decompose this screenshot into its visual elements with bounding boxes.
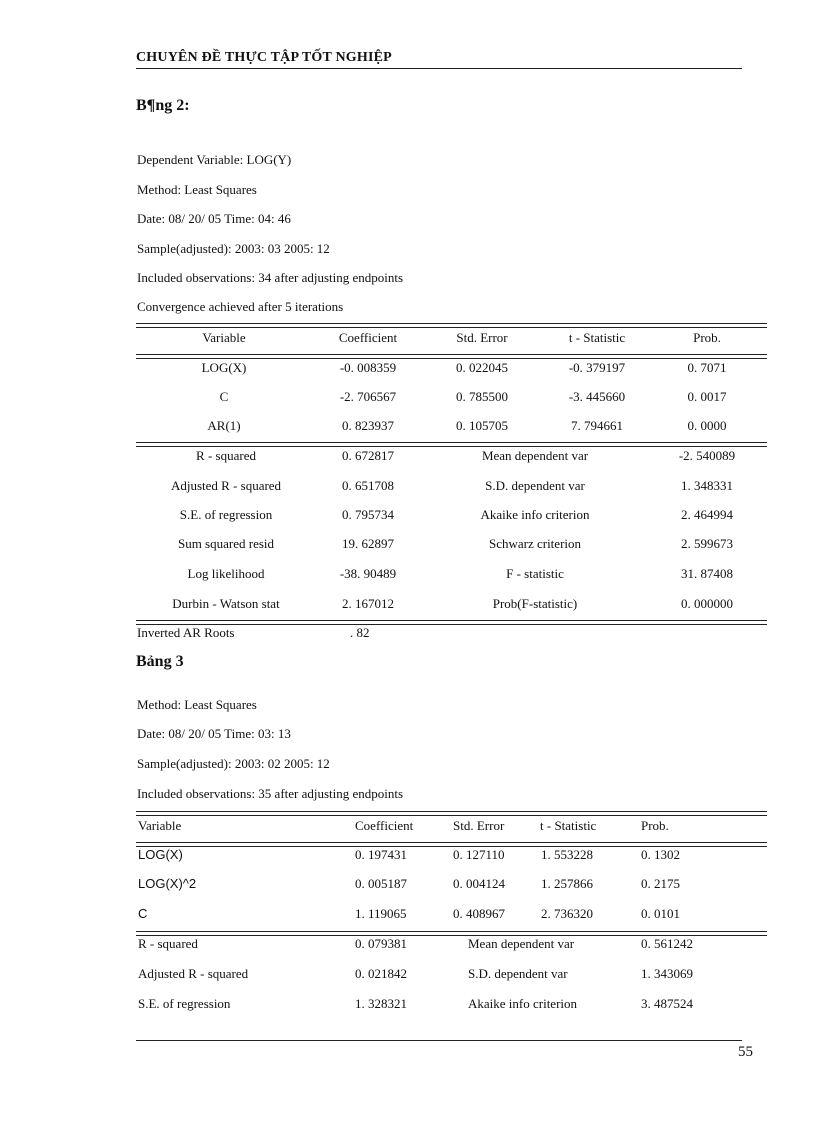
stat-value: 0. 561242 (641, 936, 693, 951)
stat-label: Prob(F-statistic) (492, 596, 578, 611)
column-header: Prob. (641, 818, 669, 833)
page-header: CHUYÊN ĐỀ THỰC TẬP TỐT NGHIỆP (136, 50, 392, 65)
cell-std-error: 0. 785500 (456, 389, 508, 404)
stat-value: 0. 651708 (342, 478, 394, 493)
table3-title: Bảng 3 (136, 653, 184, 670)
stat-label: Log likelihood (187, 566, 265, 581)
stat-value: 1. 348331 (681, 478, 733, 493)
stat-label: Akaike info criterion (480, 507, 590, 522)
cell-variable: LOG(X) (201, 360, 247, 375)
page-number: 55 (738, 1044, 753, 1060)
cell-prob: 0. 1302 (641, 847, 680, 862)
meta-line: Sample(adjusted): 2003: 02 2005: 12 (137, 756, 330, 771)
cell-variable: LOG(X) (138, 847, 183, 862)
meta-line: Included observations: 35 after adjusting endpoints (137, 786, 404, 801)
column-header: Variable (138, 818, 182, 833)
cell-std-error: 0. 022045 (456, 360, 508, 375)
stat-label: Akaike info criterion (468, 996, 578, 1011)
cell-std-error: 0. 408967 (453, 906, 505, 921)
cell-std-error: 0. 105705 (456, 418, 508, 433)
meta-line: Method: Least Squares (137, 697, 257, 712)
stat-label: R - squared (138, 936, 198, 951)
stat-label: S.D. dependent var (468, 966, 568, 981)
stat-value: 0. 795734 (342, 507, 394, 522)
stat-value: 0. 079381 (355, 936, 407, 951)
cell-variable: C (138, 906, 148, 921)
meta-line: Dependent Variable: LOG(Y) (137, 152, 292, 167)
stat-value: 2. 464994 (681, 507, 733, 522)
column-header: t - Statistic (568, 330, 626, 345)
cell-coefficient: 0. 005187 (355, 876, 407, 891)
stat-value: 19. 62897 (342, 536, 394, 551)
cell-prob: 0. 0000 (687, 418, 727, 433)
cell-prob: 0. 0101 (641, 906, 680, 921)
table2-top-rule (136, 323, 767, 328)
stat-label: Mean dependent var (468, 936, 575, 951)
meta-line: Date: 08/ 20/ 05 Time: 03: 13 (137, 726, 291, 741)
column-header: Std. Error (453, 818, 505, 833)
stat-value: -38. 90489 (339, 566, 397, 581)
table3-top-rule (136, 811, 767, 816)
header-rule (136, 68, 742, 69)
roots-value: . 82 (350, 625, 370, 640)
cell-prob: 0. 0017 (687, 389, 727, 404)
cell-prob: 0. 7071 (687, 360, 727, 375)
stat-value: 31. 87408 (681, 566, 733, 581)
cell-t-statistic: -0. 379197 (568, 360, 626, 375)
cell-coefficient: -2. 706567 (339, 389, 397, 404)
stat-label: Adjusted R - squared (170, 478, 282, 493)
stat-label: S.E. of regression (179, 507, 273, 522)
column-header: Std. Error (456, 330, 508, 345)
stat-value: 0. 672817 (342, 448, 394, 463)
table2-stats-rule (136, 442, 767, 447)
cell-variable: LOG(X)^2 (138, 876, 197, 891)
stat-label: Schwarz criterion (488, 536, 582, 551)
stat-value: 2. 599673 (681, 536, 733, 551)
stat-label: F - statistic (506, 566, 564, 581)
stat-label: Mean dependent var (481, 448, 589, 463)
stat-label: Adjusted R - squared (138, 966, 249, 981)
stat-label: Durbin - Watson stat (172, 596, 280, 611)
stat-value: 1. 328321 (355, 996, 407, 1011)
stat-value: -2. 540089 (678, 448, 736, 463)
cell-variable: C (219, 389, 229, 404)
stat-label: Sum squared resid (177, 536, 275, 551)
table2-title: B¶ng 2: (136, 97, 190, 114)
table2-header-rule (136, 354, 767, 359)
column-header: Coefficient (355, 818, 414, 833)
footer-rule (136, 1040, 742, 1041)
cell-t-statistic: -3. 445660 (568, 389, 626, 404)
cell-t-statistic: 2. 736320 (541, 906, 593, 921)
stat-value: 2. 167012 (342, 596, 394, 611)
cell-std-error: 0. 004124 (453, 876, 505, 891)
cell-coefficient: 1. 119065 (355, 906, 407, 921)
roots-label: Inverted AR Roots (137, 625, 235, 640)
stat-value: 3. 487524 (641, 996, 693, 1011)
stat-value: 0. 021842 (355, 966, 407, 981)
cell-variable: AR(1) (207, 418, 241, 433)
column-header: Variable (202, 330, 246, 345)
stat-label: S.D. dependent var (485, 478, 585, 493)
cell-coefficient: 0. 823937 (342, 418, 394, 433)
cell-t-statistic: 1. 553228 (541, 847, 593, 862)
column-header: t - Statistic (540, 818, 597, 833)
stat-label: R - squared (196, 448, 256, 463)
meta-line: Included observations: 34 after adjusting endpoints (137, 270, 404, 285)
cell-prob: 0. 2175 (641, 876, 680, 891)
stat-label: S.E. of regression (138, 996, 231, 1011)
cell-t-statistic: 7. 794661 (571, 418, 623, 433)
meta-line: Method: Least Squares (137, 182, 257, 197)
meta-line: Date: 08/ 20/ 05 Time: 04: 46 (137, 211, 291, 226)
cell-coefficient: 0. 197431 (355, 847, 407, 862)
meta-line: Convergence achieved after 5 iterations (137, 299, 344, 314)
cell-coefficient: -0. 008359 (339, 360, 397, 375)
stat-value: 0. 000000 (681, 596, 733, 611)
stat-value: 1. 343069 (641, 966, 693, 981)
meta-line: Sample(adjusted): 2003: 03 2005: 12 (137, 241, 330, 256)
cell-t-statistic: 1. 257866 (541, 876, 593, 891)
column-header: Prob. (693, 330, 721, 345)
column-header: Coefficient (338, 330, 398, 345)
cell-std-error: 0. 127110 (453, 847, 505, 862)
